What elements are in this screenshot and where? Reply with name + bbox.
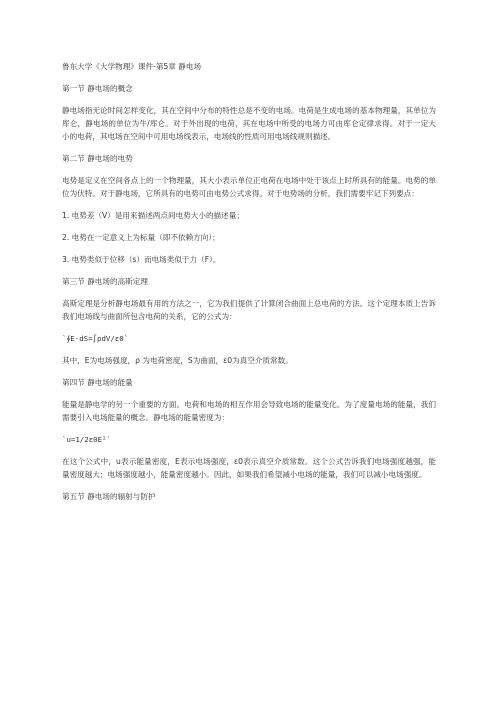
section-3-paragraph: 高斯定理是分析静电场最有用的方法之一，它为我们提供了计算闭合曲面上总电荷的方法。这个定理本质上告诉我们电场线与曲面所包含电荷的关系，它的公式为：	[62, 299, 436, 321]
energy-density-formula: `u=1/2ε0E²`	[62, 435, 111, 444]
section-1-paragraph: 静电场指无论时间怎样变化，其在空间中分布的特性总是不变的电场。电荷是生成电场的基本物理量，其单位为库仑，静电场的单位为牛/库仑。对于外出现的电荷，其在电场中所受的电场力可由库仑定律求得。对于一定大小的电荷，其电场在空间中可用电场线表示，电场线的性质可用电场线规则描述。	[62, 106, 436, 141]
section-4-explanation: 在这个公式中，u表示能量密度，E表示电场强度，ε0表示真空介质常数。这个公式告诉我们电场强度越强，能量密度越大；电场强度越小，能量密度越小。因此，如果我们希望减小电场的能量，我们可以减小电场强度。	[62, 457, 436, 479]
section-3-heading: 第三节 静电场的高斯定理	[62, 277, 148, 286]
document-body	[62, 60, 436, 503]
gauss-formula: `∮E·dS=∫ρdV/ε0`	[62, 334, 129, 343]
list-item: 1. 电势差（V）是用来描述两点间电势大小的描述量；	[62, 211, 244, 220]
section-1-heading: 第一节 静电场的概念	[62, 84, 133, 93]
section-3-explanation: 其中，E为电场强度，ρ 为电荷密度，S为曲面，ε0为真空介质常数。	[62, 356, 293, 365]
section-4-heading: 第四节 静电场的能量	[62, 378, 133, 387]
section-2-heading: 第二节 静电场的电势	[62, 154, 133, 163]
document-title: 鲁东大学《大学物理》课件-第5章 静电场	[62, 62, 202, 71]
section-2-paragraph: 电势是定义在空间各点上的一个物理量，其大小表示单位正电荷在电场中处于该点上时所具有的能量。电势的单位为伏特。对于静电场，它所具有的电势可由电势公式求得。对于电势场的分析，我们需要牢记下列要点：	[62, 176, 436, 198]
section-5-heading: 第五节 静电场的辐射与防护	[62, 492, 156, 501]
list-item: 3. 电势类似于位移（s）而电场类似于力（F）。	[62, 255, 221, 264]
list-item: 2. 电势在一定意义上为标量（即不依赖方向）；	[62, 233, 220, 242]
section-4-paragraph: 能量是静电学的另一个重要的方面。电荷和电场的相互作用会导致电场的能量变化。为了度量电场的能量，我们需要引入电场能量的概念。静电场的能量密度为：	[62, 400, 436, 422]
